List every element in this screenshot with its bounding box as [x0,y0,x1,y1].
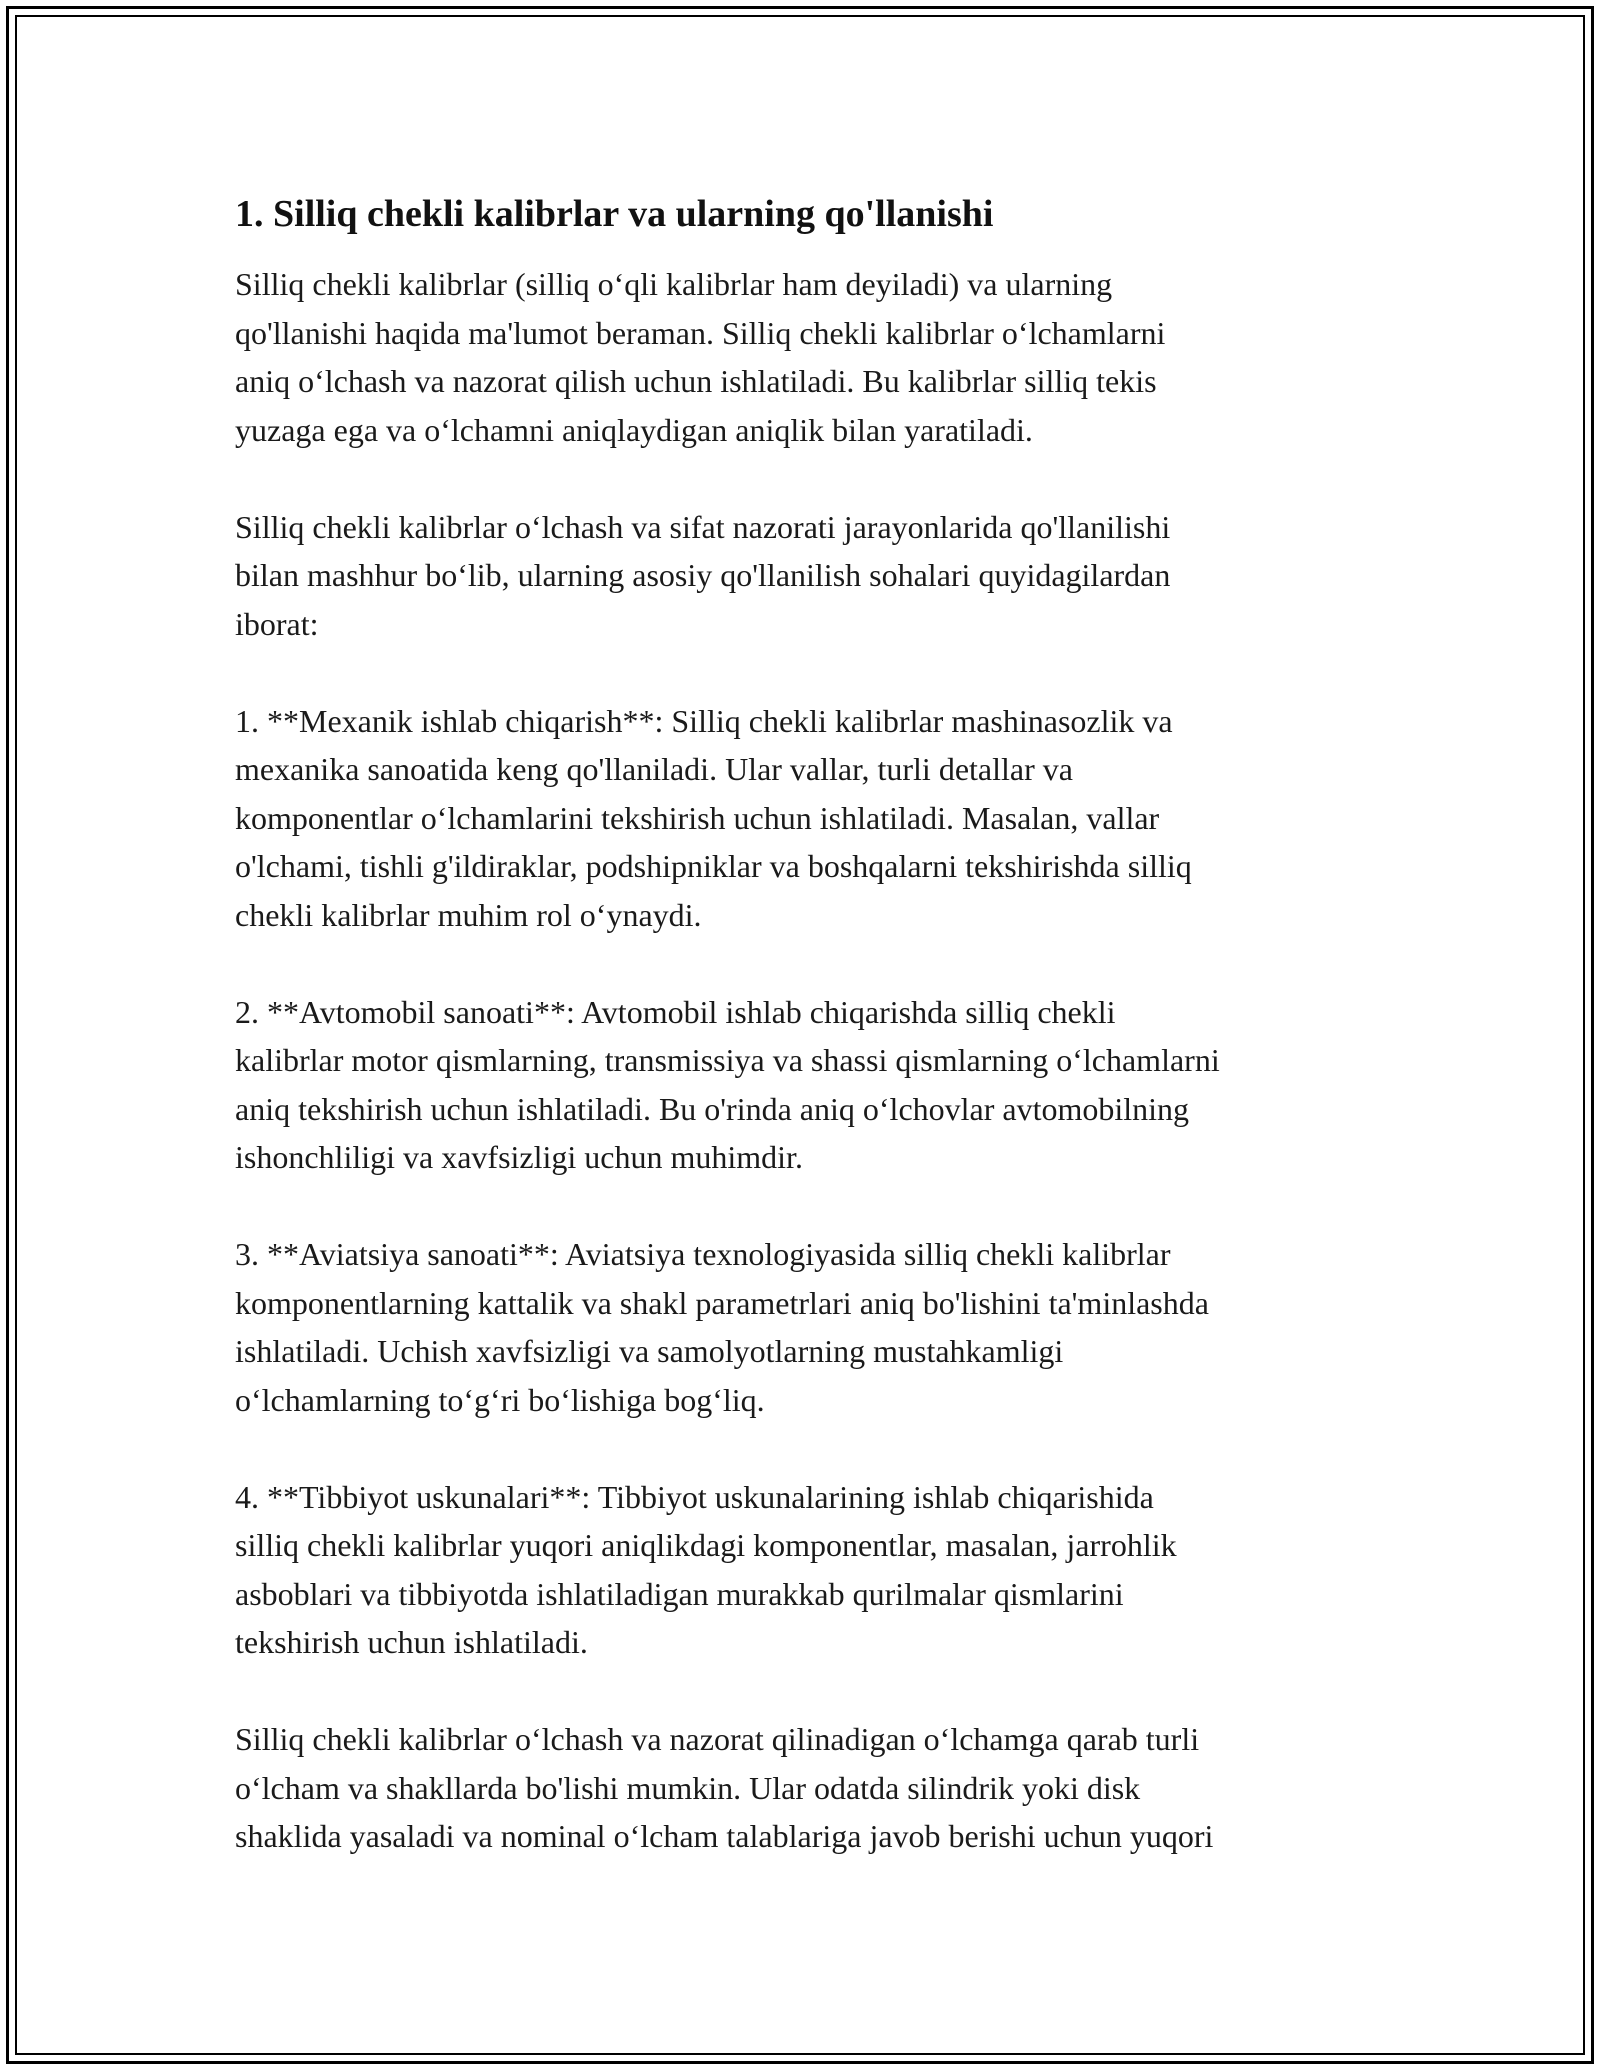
paragraph-shapes: Silliq chekli kalibrlar oʻlchash va nazorat qilinadigan oʻlchamga qarab turli oʻlcham va shakllarda bo'lishi mumkin. Ular odatda silindrik yoki disk shaklida yasaladi va nominal oʻlcham talablariga javob berishi uchun yuqori [235,1721,1214,1854]
document-body [235,188,1385,1909]
list-item-medical: 4. **Tibbiyot uskunalari**: Tibbiyot uskunalarining ishlab chiqarishida silliq chekli kalibrlar yuqori aniqlikdagi komponentlar, masalan, jarrohlik asboblari va tibbiyotda ishlatiladigan murakkab qurilmalar qismlarini tekshirish uchun ishlatiladi. [235,1478,1177,1660]
document-title: 1. Silliq chekli kalibrlar va ularning qo'llanishi [235,193,994,235]
list-item-aviation: 3. **Aviatsiya sanoati**: Aviatsiya texnologiyasida silliq chekli kalibrlar komponentlarning kattalik va shakl parametrlari aniq bo'lishini ta'minlashda ishlatiladi. Uchish xavfsizligi va samolyotlarning mustahkamligi oʻlchamlarning toʻgʻri boʻlishiga bogʻliq. [235,1236,1209,1418]
list-item-mechanical: 1. **Mexanik ishlab chiqarish**: Silliq chekli kalibrlar mashinasozlik va mexanika sanoatida keng qo'llaniladi. Ular vallar, turli detallar va komponentlar oʻlchamlarini tekshirish uchun ishlatiladi. Masalan, vallar o'lchami, tishli g'ildiraklar, podshipniklar va boshqalarni tekshirishda silliq chekli kalibrlar muhim rol oʻynaydi. [235,702,1192,933]
paragraph-intro: Silliq chekli kalibrlar (silliq oʻqli kalibrlar ham deyiladi) va ularning qo'llanishi haqida ma'lumot beraman. Silliq chekli kalibrlar oʻlchamlarni aniq oʻlchash va nazorat qilish uchun ishlatiladi. Bu kalibrlar silliq tekis yuzaga ega va oʻlchamni aniqlaydigan aniqlik bilan yaratiladi. [235,266,1166,448]
paragraph-application-areas: Silliq chekli kalibrlar oʻlchash va sifat nazorati jarayonlarida qo'llanilishi bilan mashhur boʻlib, ularning asosiy qo'llanilish sohalari quyidagilardan iborat: [235,508,1171,642]
list-item-automotive: 2. **Avtomobil sanoati**: Avtomobil ishlab chiqarishda silliq chekli kalibrlar motor qismlarning, transmissiya va shassi qismlarning oʻlchamlarni aniq tekshirish uchun ishlatiladi. Bu o'rinda aniq oʻlchovlar avtomobilning ishonchliligi va xavfsizligi uchun muhimdir. [235,993,1220,1175]
